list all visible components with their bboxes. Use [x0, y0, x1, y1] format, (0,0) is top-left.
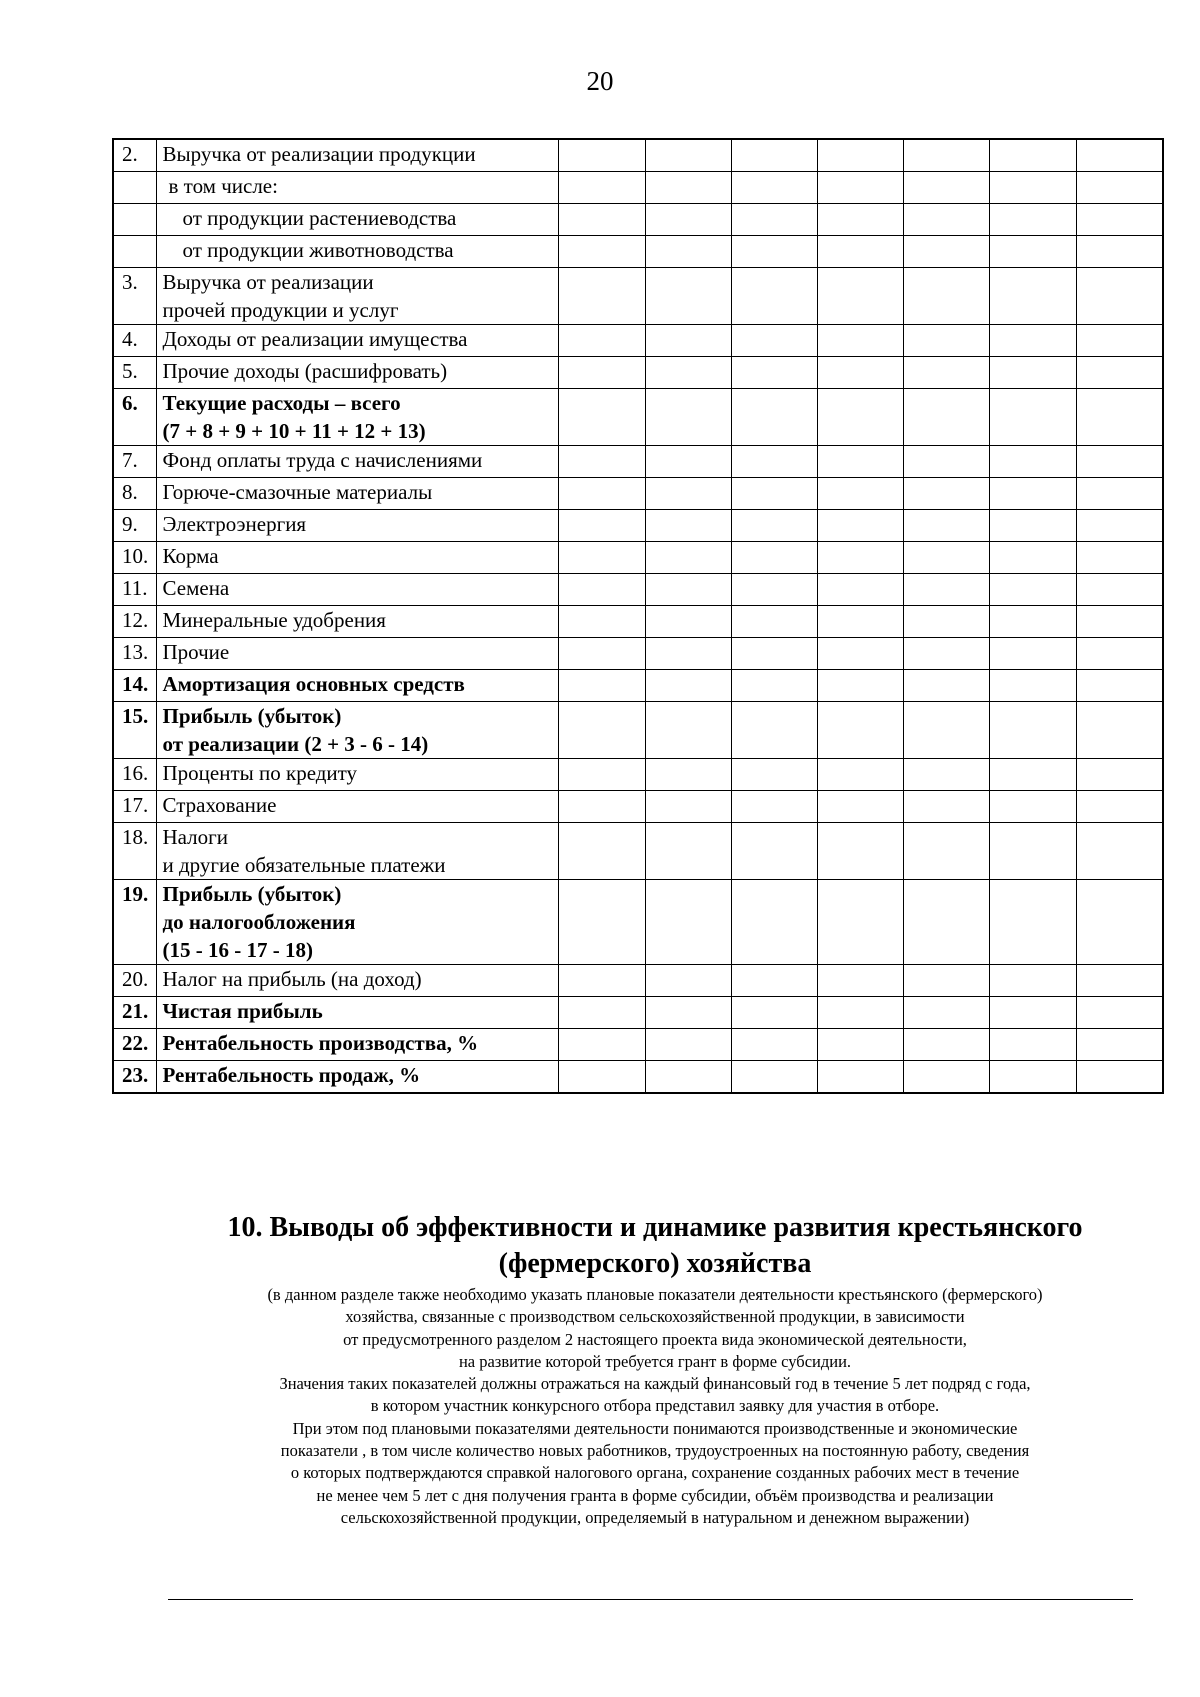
row-number: 14. [113, 670, 156, 702]
value-cell[interactable] [1076, 638, 1163, 670]
value-cell[interactable] [903, 823, 989, 880]
row-label-line: Чистая прибыль [162, 999, 323, 1023]
table-row [113, 204, 1163, 236]
value-cell[interactable] [1076, 542, 1163, 574]
value-cell[interactable] [731, 478, 817, 510]
table-row [113, 606, 1163, 638]
value-cell[interactable] [817, 542, 903, 574]
row-number: 17. [113, 791, 156, 823]
row-label [156, 759, 558, 791]
table-row [113, 268, 1163, 325]
value-cell[interactable] [558, 172, 645, 204]
row-label-line: Рентабельность продаж, % [162, 1063, 421, 1087]
value-cell[interactable] [731, 1029, 817, 1061]
row-label-line: Проценты по кредиту [162, 761, 358, 785]
row-label [156, 1061, 558, 1094]
value-cell[interactable] [989, 510, 1076, 542]
row-label [156, 268, 558, 325]
row-number: 23. [113, 1061, 156, 1094]
section-note-line: не менее чем 5 лет с дня получения гранта в форме субсидии, объём производства и реализации [316, 1485, 994, 1505]
value-cell[interactable] [903, 670, 989, 702]
value-cell[interactable] [558, 791, 645, 823]
row-label [156, 823, 558, 880]
row-label [156, 542, 558, 574]
value-cell[interactable] [1076, 759, 1163, 791]
table-row [113, 325, 1163, 357]
value-cell[interactable] [903, 172, 989, 204]
value-cell[interactable] [989, 823, 1076, 880]
table-row [113, 172, 1163, 204]
value-cell[interactable] [645, 204, 731, 236]
row-number: 21. [113, 997, 156, 1029]
row-label-line: Текущие расходы – всего [162, 391, 401, 415]
row-label-line: в том числе: [168, 174, 278, 198]
table-row [113, 670, 1163, 702]
value-cell[interactable] [989, 446, 1076, 478]
value-cell[interactable] [731, 880, 817, 965]
value-cell[interactable] [1076, 510, 1163, 542]
value-cell[interactable] [731, 139, 817, 172]
value-cell[interactable] [645, 357, 731, 389]
table-row [113, 574, 1163, 606]
value-cell[interactable] [645, 965, 731, 997]
value-cell[interactable] [903, 1061, 989, 1094]
value-cell[interactable] [817, 510, 903, 542]
row-label [156, 880, 558, 965]
row-label-line: Прибыль (убыток) [162, 704, 342, 728]
value-cell[interactable] [1076, 791, 1163, 823]
row-label [156, 997, 558, 1029]
value-cell[interactable] [903, 446, 989, 478]
value-cell[interactable] [645, 446, 731, 478]
row-label-line: Корма [162, 544, 219, 568]
row-label-line: Семена [162, 576, 230, 600]
row-label-line: Прочие [162, 640, 230, 664]
row-number [113, 172, 156, 204]
row-label-line: Страхование [162, 793, 277, 817]
row-label-line: Горюче-смазочные материалы [162, 480, 433, 504]
section-note-line: на развитие которой требуется грант в форме субсидии. [458, 1351, 852, 1371]
value-cell[interactable] [817, 325, 903, 357]
row-label-line: Рентабельность производства, % [162, 1031, 479, 1055]
table-row [113, 638, 1163, 670]
row-label-line: Выручка от реализации продукции [162, 142, 476, 166]
row-label-line: Прочие доходы (расшифровать) [162, 359, 448, 383]
value-cell[interactable] [817, 759, 903, 791]
table-row [113, 823, 1163, 880]
value-cell[interactable] [1076, 702, 1163, 759]
row-label [156, 670, 558, 702]
value-cell[interactable] [1076, 139, 1163, 172]
value-cell[interactable] [731, 702, 817, 759]
table-row [113, 965, 1163, 997]
value-cell[interactable] [817, 965, 903, 997]
value-cell[interactable] [645, 638, 731, 670]
value-cell[interactable] [817, 357, 903, 389]
value-cell[interactable] [1076, 478, 1163, 510]
value-cell[interactable] [558, 965, 645, 997]
value-cell[interactable] [558, 702, 645, 759]
table-row [113, 510, 1163, 542]
value-cell[interactable] [645, 172, 731, 204]
value-cell[interactable] [731, 268, 817, 325]
row-label-line: Минеральные удобрения [162, 608, 386, 632]
financial-indicators-table [112, 138, 1164, 1094]
value-cell[interactable] [1076, 268, 1163, 325]
value-cell[interactable] [989, 880, 1076, 965]
value-cell[interactable] [645, 670, 731, 702]
row-label-line: от продукции животноводства [182, 238, 454, 262]
value-cell[interactable] [817, 791, 903, 823]
value-cell[interactable] [817, 823, 903, 880]
value-cell[interactable] [1076, 1061, 1163, 1094]
value-cell[interactable] [1076, 172, 1163, 204]
value-cell[interactable] [645, 791, 731, 823]
value-cell[interactable] [558, 236, 645, 268]
value-cell[interactable] [989, 542, 1076, 574]
row-label-line: Налог на прибыль (на доход) [162, 967, 422, 991]
value-cell[interactable] [645, 997, 731, 1029]
value-cell[interactable] [645, 542, 731, 574]
value-cell[interactable] [903, 791, 989, 823]
value-cell[interactable] [558, 670, 645, 702]
value-cell[interactable] [989, 670, 1076, 702]
value-cell[interactable] [1076, 389, 1163, 446]
value-cell[interactable] [903, 997, 989, 1029]
row-label-line: Доходы от реализации имущества [162, 327, 468, 351]
value-cell[interactable] [731, 510, 817, 542]
value-cell[interactable] [989, 759, 1076, 791]
value-cell[interactable] [989, 325, 1076, 357]
value-cell[interactable] [558, 823, 645, 880]
value-cell[interactable] [731, 791, 817, 823]
row-number: 9. [113, 510, 156, 542]
value-cell[interactable] [903, 1029, 989, 1061]
value-cell[interactable] [731, 606, 817, 638]
value-cell[interactable] [645, 574, 731, 606]
row-number: 15. [113, 702, 156, 759]
row-label [156, 446, 558, 478]
value-cell[interactable] [731, 172, 817, 204]
value-cell[interactable] [817, 670, 903, 702]
section-title-line1: 10. Выводы об эффективности и динамике развития крестьянского [227, 1212, 1083, 1243]
value-cell[interactable] [731, 357, 817, 389]
value-cell[interactable] [645, 236, 731, 268]
value-cell[interactable] [817, 574, 903, 606]
value-cell[interactable] [731, 823, 817, 880]
row-number: 18. [113, 823, 156, 880]
table-row [113, 759, 1163, 791]
value-cell[interactable] [989, 638, 1076, 670]
value-cell[interactable] [731, 965, 817, 997]
value-cell[interactable] [645, 606, 731, 638]
value-cell[interactable] [558, 139, 645, 172]
section-note-line: сельскохозяйственной продукции, определяемый в натуральном и денежном выражении) [340, 1507, 970, 1527]
row-number: 10. [113, 542, 156, 574]
value-cell[interactable] [989, 606, 1076, 638]
section-title-line2: (фермерского) хозяйства [498, 1248, 812, 1279]
row-label [156, 204, 558, 236]
table-row [113, 357, 1163, 389]
value-cell[interactable] [903, 880, 989, 965]
value-cell[interactable] [817, 478, 903, 510]
value-cell[interactable] [1076, 606, 1163, 638]
row-label [156, 389, 558, 446]
table-row [113, 139, 1163, 172]
row-label-line: Амортизация основных средств [162, 672, 465, 696]
value-cell[interactable] [903, 139, 989, 172]
value-cell[interactable] [558, 606, 645, 638]
value-cell[interactable] [558, 997, 645, 1029]
row-label [156, 1029, 558, 1061]
value-cell[interactable] [645, 823, 731, 880]
value-cell[interactable] [731, 997, 817, 1029]
row-number: 19. [113, 880, 156, 965]
section-note-line: от предусмотренного разделом 2 настоящего проекта вида экономической деятельности, [343, 1329, 967, 1349]
table-row [113, 478, 1163, 510]
value-cell[interactable] [558, 268, 645, 325]
table-row [113, 997, 1163, 1029]
row-label-line: Фонд оплаты труда с начислениями [162, 448, 483, 472]
row-number: 6. [113, 389, 156, 446]
value-cell[interactable] [558, 478, 645, 510]
row-label [156, 478, 558, 510]
value-cell[interactable] [731, 389, 817, 446]
value-cell[interactable] [903, 357, 989, 389]
row-number: 3. [113, 268, 156, 325]
value-cell[interactable] [817, 204, 903, 236]
value-cell[interactable] [1076, 670, 1163, 702]
value-cell[interactable] [1076, 574, 1163, 606]
row-number: 4. [113, 325, 156, 357]
row-number: 5. [113, 357, 156, 389]
value-cell[interactable] [558, 638, 645, 670]
value-cell[interactable] [731, 574, 817, 606]
value-cell[interactable] [817, 638, 903, 670]
section-note-line: хозяйства, связанные с производством сельскохозяйственной продукции, в зависимости [345, 1307, 965, 1327]
table-row [113, 1061, 1163, 1094]
value-cell[interactable] [989, 357, 1076, 389]
row-label-line: от реализации (2 + 3 - 6 - 14) [162, 732, 429, 756]
value-cell[interactable] [558, 446, 645, 478]
row-number: 16. [113, 759, 156, 791]
row-label [156, 357, 558, 389]
value-cell[interactable] [731, 446, 817, 478]
row-label [156, 702, 558, 759]
row-number: 22. [113, 1029, 156, 1061]
value-cell[interactable] [731, 638, 817, 670]
value-cell[interactable] [817, 139, 903, 172]
value-cell[interactable] [817, 389, 903, 446]
row-number: 12. [113, 606, 156, 638]
table-row [113, 791, 1163, 823]
value-cell[interactable] [558, 357, 645, 389]
row-label [156, 236, 558, 268]
value-cell[interactable] [903, 268, 989, 325]
value-cell[interactable] [645, 139, 731, 172]
value-cell[interactable] [903, 204, 989, 236]
row-label-line: Прибыль (убыток) [162, 882, 342, 906]
row-label [156, 965, 558, 997]
value-cell[interactable] [817, 1029, 903, 1061]
value-cell[interactable] [817, 702, 903, 759]
table-row [113, 542, 1163, 574]
row-label [156, 638, 558, 670]
value-cell[interactable] [817, 880, 903, 965]
row-number: 2. [113, 139, 156, 172]
value-cell[interactable] [1076, 236, 1163, 268]
value-cell[interactable] [731, 1061, 817, 1094]
row-label-line: Налоги [162, 825, 229, 849]
value-cell[interactable] [903, 606, 989, 638]
value-cell[interactable] [903, 325, 989, 357]
value-cell[interactable] [903, 638, 989, 670]
value-cell[interactable] [817, 446, 903, 478]
value-cell[interactable] [645, 759, 731, 791]
value-cell[interactable] [903, 389, 989, 446]
section-note-line: показатели , в том числе количество новых работников, трудоустроенных на постоянную работу, сведения [280, 1441, 1030, 1461]
value-cell[interactable] [645, 268, 731, 325]
value-cell[interactable] [558, 1029, 645, 1061]
value-cell[interactable] [731, 542, 817, 574]
row-label [156, 510, 558, 542]
table-row [113, 880, 1163, 965]
table-row [113, 446, 1163, 478]
value-cell[interactable] [817, 172, 903, 204]
row-number [113, 236, 156, 268]
value-cell[interactable] [989, 702, 1076, 759]
value-cell[interactable] [903, 574, 989, 606]
value-cell[interactable] [989, 965, 1076, 997]
value-cell[interactable] [1076, 357, 1163, 389]
value-cell[interactable] [817, 236, 903, 268]
row-number: 8. [113, 478, 156, 510]
value-cell[interactable] [731, 236, 817, 268]
section-note [0, 1284, 1200, 1529]
value-cell[interactable] [903, 702, 989, 759]
value-cell[interactable] [731, 325, 817, 357]
row-label-line: (15 - 16 - 17 - 18) [162, 938, 313, 962]
value-cell[interactable] [817, 997, 903, 1029]
row-label-line: прочей продукции и услуг [162, 298, 399, 322]
value-cell[interactable] [989, 172, 1076, 204]
value-cell[interactable] [817, 606, 903, 638]
table-row [113, 1029, 1163, 1061]
row-label [156, 791, 558, 823]
row-label [156, 606, 558, 638]
value-cell[interactable] [989, 1061, 1076, 1094]
value-cell[interactable] [558, 542, 645, 574]
value-cell[interactable] [1076, 1029, 1163, 1061]
value-cell[interactable] [558, 389, 645, 446]
value-cell[interactable] [1076, 325, 1163, 357]
value-cell[interactable] [1076, 204, 1163, 236]
row-number [113, 204, 156, 236]
value-cell[interactable] [1076, 997, 1163, 1029]
page-number: 20 [586, 66, 614, 96]
value-cell[interactable] [558, 204, 645, 236]
value-cell[interactable] [558, 759, 645, 791]
row-label [156, 139, 558, 172]
value-cell[interactable] [645, 510, 731, 542]
row-label [156, 574, 558, 606]
value-cell[interactable] [645, 478, 731, 510]
row-label-line: Выручка от реализации [162, 270, 374, 294]
row-label [156, 172, 558, 204]
value-cell[interactable] [645, 702, 731, 759]
row-label-line: (7 + 8 + 9 + 10 + 11 + 12 + 13) [162, 419, 426, 443]
value-cell[interactable] [903, 236, 989, 268]
value-cell[interactable] [989, 574, 1076, 606]
value-cell[interactable] [1076, 823, 1163, 880]
value-cell[interactable] [903, 510, 989, 542]
value-cell[interactable] [645, 389, 731, 446]
value-cell[interactable] [817, 1061, 903, 1094]
value-cell[interactable] [645, 880, 731, 965]
row-number: 11. [113, 574, 156, 606]
row-label-line: от продукции растениеводства [182, 206, 457, 230]
value-cell[interactable] [903, 759, 989, 791]
section-note-line: (в данном разделе также необходимо указать плановые показатели деятельности крестьянского (фермерского) [267, 1285, 1043, 1304]
section-note-line: Значения таких показателей должны отражаться на каждый финансовый год в течение 5 лет подряд с года, [279, 1374, 1031, 1394]
value-cell[interactable] [731, 759, 817, 791]
value-cell[interactable] [645, 1061, 731, 1094]
value-cell[interactable] [558, 510, 645, 542]
value-cell[interactable] [989, 268, 1076, 325]
table-row [113, 236, 1163, 268]
value-cell[interactable] [558, 880, 645, 965]
row-number: 20. [113, 965, 156, 997]
row-label-line: Электроэнергия [162, 512, 307, 536]
value-cell[interactable] [989, 236, 1076, 268]
value-cell[interactable] [989, 791, 1076, 823]
answer-line [168, 1599, 1133, 1600]
table-row [113, 702, 1163, 759]
value-cell[interactable] [1076, 965, 1163, 997]
section-note-line: о которых подтверждаются справкой налогового органа, сохранение созданных рабочих мест в течение [290, 1463, 1020, 1483]
section-title [0, 1210, 1200, 1282]
value-cell[interactable] [903, 478, 989, 510]
value-cell[interactable] [1076, 446, 1163, 478]
value-cell[interactable] [645, 325, 731, 357]
row-number: 7. [113, 446, 156, 478]
value-cell[interactable] [1076, 880, 1163, 965]
value-cell[interactable] [989, 478, 1076, 510]
value-cell[interactable] [989, 997, 1076, 1029]
value-cell[interactable] [731, 670, 817, 702]
value-cell[interactable] [903, 542, 989, 574]
value-cell[interactable] [903, 965, 989, 997]
value-cell[interactable] [558, 1061, 645, 1094]
value-cell[interactable] [989, 1029, 1076, 1061]
table-row [113, 389, 1163, 446]
value-cell[interactable] [989, 204, 1076, 236]
row-label-line: до налогообложения [162, 910, 356, 934]
row-label [156, 325, 558, 357]
row-number: 13. [113, 638, 156, 670]
value-cell[interactable] [645, 1029, 731, 1061]
value-cell[interactable] [558, 574, 645, 606]
value-cell[interactable] [817, 268, 903, 325]
value-cell[interactable] [989, 139, 1076, 172]
row-label-line: и другие обязательные платежи [162, 853, 446, 877]
section-note-line: в котором участник конкурсного отбора представил заявку для участия в отборе. [370, 1396, 940, 1416]
section-note-line: При этом под плановыми показателями деятельности понимаются производственные и экономические [292, 1418, 1018, 1438]
value-cell[interactable] [731, 204, 817, 236]
value-cell[interactable] [558, 325, 645, 357]
value-cell[interactable] [989, 389, 1076, 446]
